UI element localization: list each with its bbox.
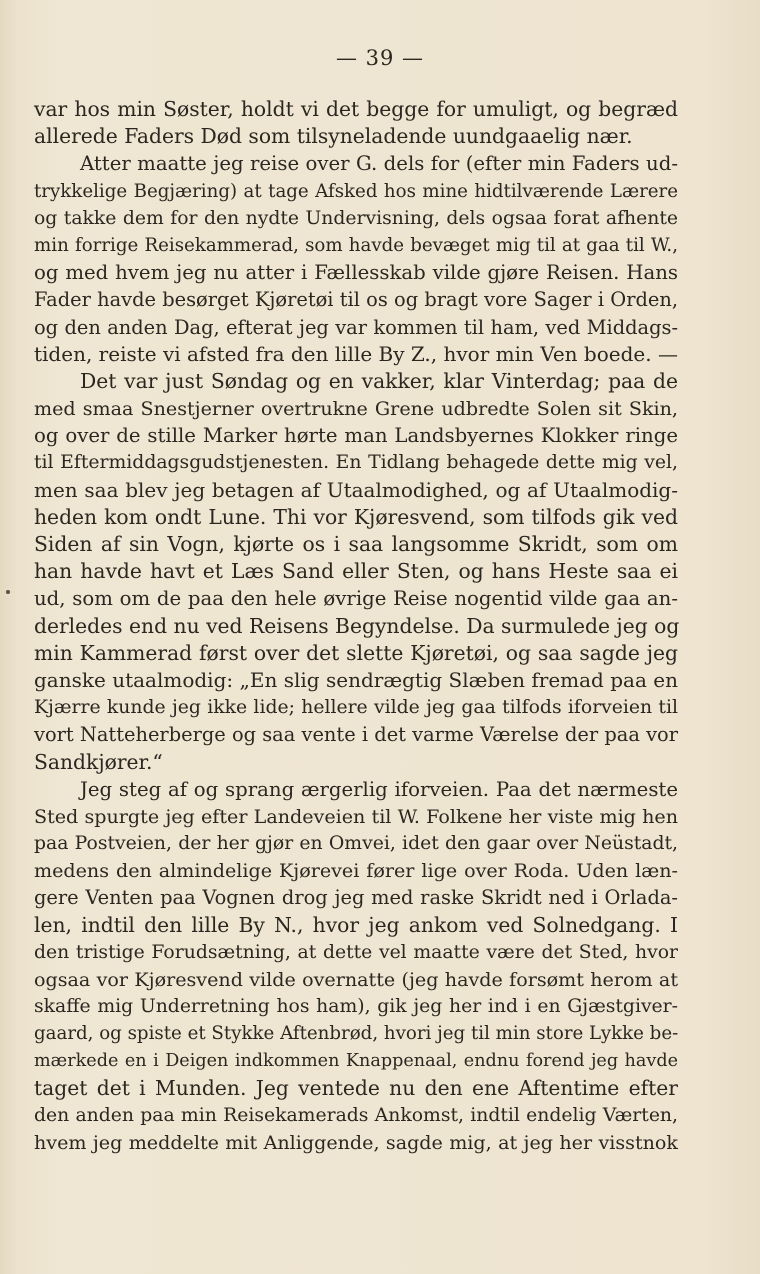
- text-line: var hos min Søster, holdt vi det begge for umuligt, og begræd: [34, 97, 678, 121]
- text-line: vort Natteherberge og saa vente i det varme Værelse der paa vor: [34, 723, 678, 747]
- text-line: derledes end nu ved Reisens Begyndelse. Da surmulede jeg og: [34, 613, 680, 638]
- text-line: ogsaa vor Kjøresvend vilde overnatte (jeg havde forsømt herom at: [34, 968, 678, 991]
- text-line: trykkelige Begjæring) at tage Afsked hos mine hidtilværende Lærere: [34, 180, 678, 202]
- text-line: ganske utaalmodig: „En slig sendrægtig Slæben fremad paa en: [34, 667, 678, 692]
- text-line: og takke dem for den nydte Undervisning, dels ogsaa forat afhente: [34, 207, 678, 229]
- page-number: — 39 —: [335, 46, 425, 70]
- text-line: hvem jeg meddelte mit Anliggende, sagde mig, at jeg her visstnok: [34, 1131, 678, 1155]
- text-line: skaffe mig Underretning hos ham), gik jeg her ind i en Gjæstgiver-: [34, 996, 678, 1018]
- text-line: min forrige Reisekammerad, som havde bevæget mig til at gaa til W.,: [34, 234, 678, 256]
- text-line: gaard, og spiste et Stykke Aftenbrød, hvori jeg til min store Lykke be-: [34, 1023, 679, 1045]
- text-line: paa Postveien, der her gjør en Omvei, idet den gaar over Neüstadt,: [34, 833, 678, 855]
- text-line: heden kom ondt Lune. Thi vor Kjøresvend, som tilfods gik ved: [34, 504, 678, 529]
- text-line: mærkede en i Deigen indkommen Knappenaal, endnu forend jeg havde: [34, 1050, 678, 1071]
- text-line: Det var just Søndag og en vakker, klar Vinterdag; paa de: [80, 368, 678, 393]
- text-line: Fader havde besørget Kjøretøi til os og bragt vore Sager i Orden,: [34, 288, 678, 312]
- text-line: Sandkjører.“: [34, 749, 163, 774]
- text-line: og med hvem jeg nu atter i Fællesskab vilde gjøre Reisen. Hans: [34, 261, 678, 285]
- text-line: ud, som om de paa den hele øvrige Reise nogentid vilde gaa an-: [34, 587, 678, 611]
- text-line: den anden paa min Reisekamerads Ankomst, indtil endelig Værten,: [34, 1104, 678, 1126]
- text-line: og den anden Dag, efterat jeg var kommen til ham, ved Middags-: [34, 315, 678, 339]
- text-line: men saa blev jeg betagen af Utaalmodighed, og af Utaalmodig-: [34, 477, 678, 502]
- text-line: min Kammerad først over det slette Kjøretøi, og saa sagde jeg: [34, 640, 678, 665]
- text-line: med smaa Snestjerner overtrukne Grene udbredte Solen sit Skin,: [34, 397, 678, 421]
- text-line: og over de stille Marker hørte man Landsbyernes Klokker ringe: [34, 424, 678, 448]
- text-line: Atter maatte jeg reise over G. dels for (efter min Faders ud-: [80, 152, 678, 176]
- text-line: tiden, reiste vi afsted fra den lille By Z., hvor min Ven boede. —: [34, 341, 678, 366]
- text-line: til Eftermiddagsgudstjenesten. En Tidlang behagede dette mig vel,: [34, 452, 678, 474]
- text-line: den tristige Forudsætning, at dette vel maatte være det Sted, hvor: [34, 941, 678, 963]
- body-text: [34, 96, 678, 1156]
- text-line: Jeg steg af og sprang ærgerlig iforveien. Paa det nærmeste: [80, 777, 678, 801]
- margin-mark: [6, 590, 10, 594]
- text-line: han havde havt et Læs Sand eller Sten, og hans Heste saa ei: [34, 559, 678, 584]
- text-line: len, indtil den lille By N., hvor jeg ankom ved Solnedgang. I: [34, 912, 678, 937]
- text-line: taget det i Munden. Jeg ventede nu den ene Aftentime efter: [34, 1075, 678, 1100]
- text-line: Sted spurgte jeg efter Landeveien til W. Folkene her viste mig hen: [34, 804, 678, 828]
- text-line: Kjærre kunde jeg ikke lide; hellere vilde jeg gaa tilfods iforveien til: [34, 697, 678, 719]
- text-line: gere Venten paa Vognen drog jeg med raske Skridt ned i Orlada-: [34, 886, 678, 910]
- text-line: medens den almindelige Kjørevei fører lige over Roda. Uden læn-: [34, 859, 678, 883]
- text-line: allerede Faders Død som tilsyneladende uundgaaelig nær.: [34, 124, 633, 149]
- text-line: Siden af sin Vogn, kjørte os i saa langsomme Skridt, som om: [34, 532, 678, 556]
